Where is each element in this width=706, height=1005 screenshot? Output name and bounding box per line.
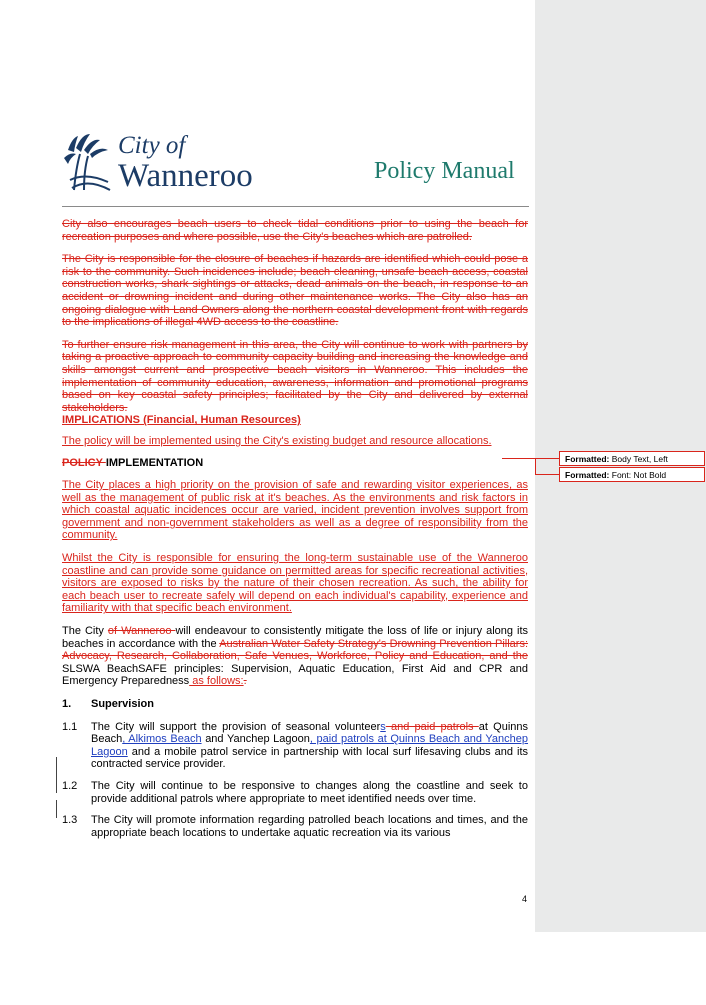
deleted-text: and paid patrols	[385, 720, 479, 733]
body-text: at Quinns Beach	[91, 720, 528, 746]
inserted-text: , paid patrols at Quinns Beach and Yanchep Lagoon	[91, 733, 529, 758]
logo-text-city-of: City of	[118, 132, 186, 159]
leaf-emblem-icon	[62, 132, 114, 194]
change-bar	[56, 800, 57, 818]
comment-label: Formatted:	[565, 470, 610, 480]
deleted-paragraph: The City is responsible for the closure of beaches if hazards are identified which could pose a risk to the community. Such incidences include; beach cleaning, unsafe beach access, coastal construction works, shark sightings or attacks, dead animals on the beach, in response to an accident or drowning incident and during other maintenance works. The City also has an ongoing dialogue with Land Owners along the northern coastal development front with regards to the implications of illegal 4WD access to the coastline.	[62, 253, 528, 329]
item-text	[91, 721, 528, 771]
comment-value: Font: Not Bold	[609, 470, 667, 480]
deleted-text: Australian Water Safety Strategy's Drowning Prevention Pillars: Advocacy, Research, Collaboration, Safe Venues, Workforce, Policy and Education, and the	[62, 637, 529, 663]
document-title: Policy Manual	[374, 158, 515, 184]
inserted-text: s	[380, 720, 386, 733]
implementation-heading	[62, 457, 528, 470]
comment-value: Body Text, Left	[609, 454, 668, 464]
page-number: 4	[522, 894, 528, 904]
formatting-comment[interactable]	[559, 467, 705, 482]
item-text: The City will continue to be responsive to changes along the coastline and seek to provide additional patrols where appropriate to meet identified needs over time.	[91, 779, 528, 805]
comment-connector	[502, 458, 559, 459]
list-item	[62, 780, 528, 805]
deleted-paragraph: City also encourages beach users to check tidal conditions prior to using the beach for recreation purposes and where possible, use the City's beaches which are patrolled.	[62, 218, 528, 243]
inserted-paragraph: The City places a high priority on the provision of safe and rewarding visitor experiences, as well as the management of public risk at it's beaches. As the environments and risk factors in which coastal aquatic incidences occur are varied, incident prevention involves support from government and non-government stakeholders as well as a degree of responsibility from the community.	[62, 479, 528, 542]
inserted-text: as follows:	[189, 675, 244, 688]
deleted-text: .	[243, 675, 247, 688]
section-title: Supervision	[91, 698, 154, 710]
formatting-comment[interactable]	[559, 451, 705, 466]
list-item	[62, 814, 528, 839]
header-divider	[62, 206, 529, 207]
body-text: The City will support the provision of seasonal volunteer	[91, 720, 381, 733]
section-heading-supervision	[62, 698, 528, 711]
body-text: The City	[62, 625, 108, 638]
implications-text	[62, 435, 528, 448]
item-number: 1.2	[62, 779, 78, 792]
logo-text-wanneroo: Wanneroo	[118, 158, 253, 194]
item-text: The City will promote information regarding patrolled beach locations and times, and the appropriate beach locations to undertake aquatic recreation via its various	[91, 814, 528, 839]
comment-label: Formatted:	[565, 454, 610, 464]
deleted-text: POLICY	[62, 456, 106, 469]
section-number: 1.	[62, 698, 72, 710]
implications-heading: IMPLICATIONS (Financial, Human Resources)	[62, 414, 301, 427]
item-number: 1.3	[62, 814, 78, 827]
body-text: and Yanchep Lagoon	[201, 733, 310, 746]
city-logo	[62, 132, 272, 194]
body-text: SLSWA BeachSAFE principles: Supervision, Aquatic Education, First Aid and CPR and Emergency Preparedness	[62, 662, 528, 688]
comment-connector	[535, 458, 536, 474]
deleted-text: of Wanneroo	[107, 625, 176, 638]
body-text: and a mobile patrol service in partnership with local surf lifesaving clubs and its contracted service provider.	[91, 745, 528, 771]
comment-connector	[535, 474, 559, 475]
heading-text: IMPLEMENTATION	[105, 456, 204, 469]
inserted-paragraph: Whilst the City is responsible for ensuring the long-term sustainable use of the Wanneroo coastline and can provide some guidance on permitted areas for specific recreational activities, visitors are exposed to risks by the nature of their chosen recreation. As such, the ability for each beach user to recreate safely will depend on each individual's capability, experience and familiarity with that specific beach environment.	[62, 552, 528, 615]
inserted-text: , Alkimos Beach	[122, 733, 202, 746]
deleted-paragraph: To further ensure risk management in this area, the City will continue to work with partners by taking a proactive approach to community capacity building and increasing the knowledge and skills amongst current and prospective beach visitors in Wanneroo. This includes the implementation of community education, awareness, information and promotional programs based on key coastal safety principles; facilitated by the City and delivered by external stakeholders.	[62, 338, 528, 414]
list-item	[62, 721, 528, 771]
item-number: 1.1	[62, 720, 78, 733]
beachsafe-paragraph	[62, 625, 528, 688]
body-text: will endeavour to consistently mitigate the loss of life or injury along its beaches in accordance with the	[62, 625, 528, 650]
change-bar	[56, 757, 57, 793]
document-body	[62, 218, 528, 848]
inserted-text: The policy will be implemented using the City's existing budget and resource allocations.	[62, 434, 492, 447]
